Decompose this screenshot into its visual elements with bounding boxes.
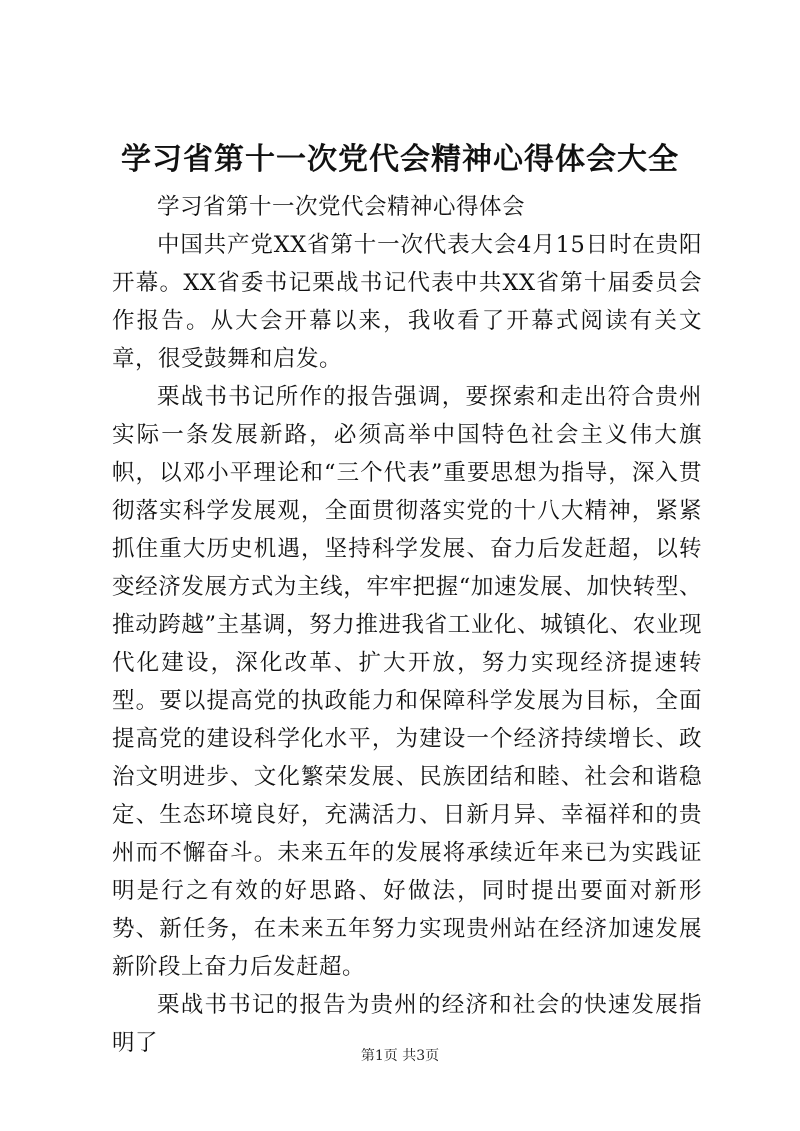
subtitle-paragraph: 学习省第十一次党代会精神心得体会 — [157, 194, 526, 220]
body-paragraph: 栗战书书记所作的报告强调，要探索和走出符合贵州实际一条发展新路，必须高举中国特色社会主义伟大旗帜，以邓小平理论和“三个代表”重要思想为指导，深入贯彻落实科学发展观，全面贯彻落实党的十八大精神，紧紧抓住重大历史机遇，坚持科学发展、奋力后发赶超，以转变经济发展方式为主线，牢牢把握“加速发展、加快转型、推动跨越”主基调，努力推进我省工业化、城镇化、农业现代化建设，深化改革、扩大开放，努力实现经济提速转型。要以提高党的执政能力和保障科学发展为目标，全面提高党的建设科学化水平，为建设一个经济持续增长、政治文明进步、文化繁荣发展、民族团结和睦、社会和谐稳定、生态环境良好，充满活力、日新月异、幸福祥和的贵州而不懈奋斗。未来五年的发展将承续近年来已为实践证明是行之有效的好思路、好做法，同时提出要面对新形势、新任务，在未来五年努力实现贵州站在经济加速发展新阶段上奋力后发赶超。 — [112, 384, 702, 980]
body-paragraph: 栗战书书记的报告为贵州的经济和社会的快速发展指明了 — [112, 992, 702, 1056]
page-footer: 第1页 共3页 — [360, 1048, 440, 1064]
document-title: 学习省第十一次党代会精神心得体会大全 — [121, 142, 679, 177]
document-body — [112, 188, 702, 1062]
body-paragraph: 中国共产党XX省第十一次代表大会4月15日时在贵阳开幕。XX省委书记栗战书记代表中共XX省第十届委员会作报告。从大会开幕以来，我收看了开幕式阅读有关文章，很受鼓舞和启发。 — [112, 232, 702, 372]
